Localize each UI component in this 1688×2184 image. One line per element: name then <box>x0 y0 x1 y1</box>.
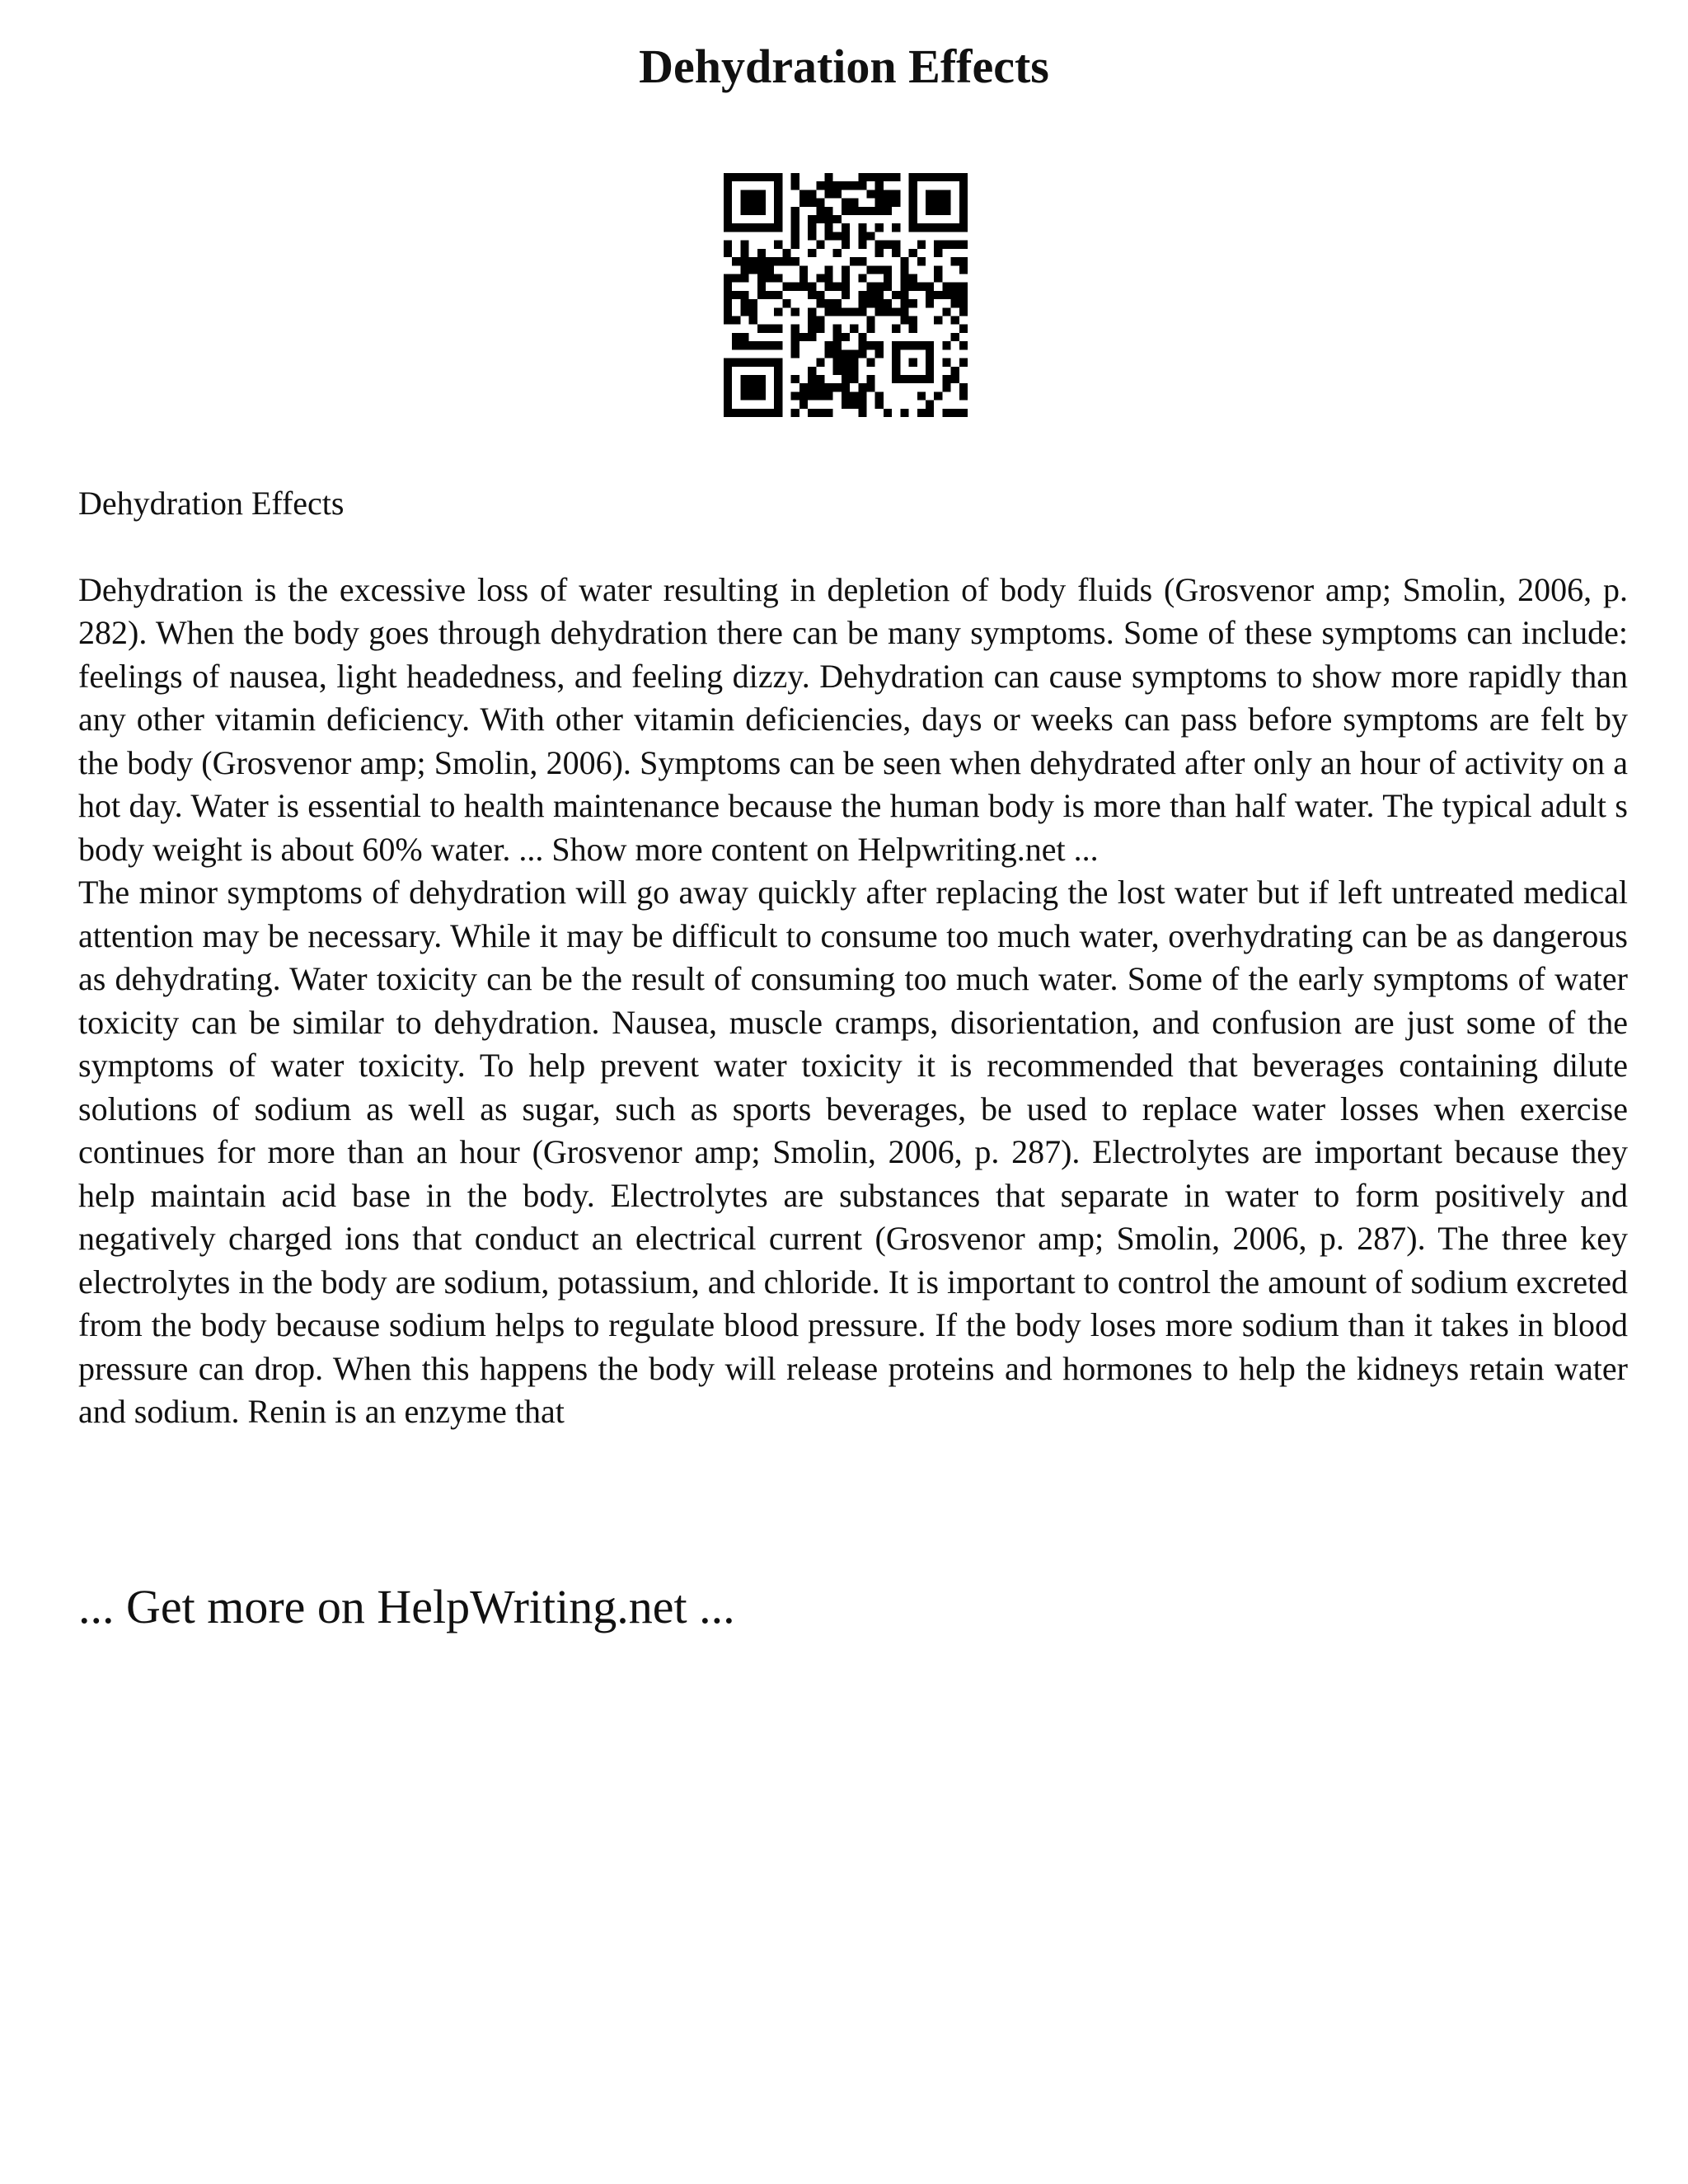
document-subtitle: Dehydration Effects <box>78 485 345 522</box>
document-title: Dehydration Effects <box>639 40 1049 93</box>
body-paragraph-2: The minor symptoms of dehydration will go away quickly after replacing the lost water but if left untreated medical attention may be necessary. While it may be difficult to consume too much water, overhydrating can be as dangerous as dehydrating. Water toxicity can be the result of consuming too much water. Some of the early symptoms of water toxicity can be similar to dehydration. Nausea, muscle cramps, disorientation, and confusion are just some of the symptoms of water toxicity. To help prevent water toxicity it is recommended that beverages containing dilute solutions of sodium as well as sugar, such as sports beverages, be used to replace water losses when exercise continues for more than an hour (Grosvenor amp; Smolin, 2006, p. 287). Electrolytes are important because they help maintain acid base in the body. Electrolytes are substances that separate in water to form positively and negatively charged ions that conduct an electrical current (Grosvenor amp; Smolin, 2006, p. 287). The three key electrolytes in the body are sodium, potassium, and chloride. It is important to control the amount of sodium excreted from the body because sodium helps to regulate blood pressure. If the body loses more sodium than it takes in blood pressure can drop. When this happens the body will release proteins and hormones to help the kidneys retain water and sodium. Renin is an enzyme that <box>78 874 1628 1430</box>
document-body <box>78 482 1628 1434</box>
get-more-link[interactable]: ... Get more on HelpWriting.net ... <box>78 1580 735 1633</box>
body-paragraph-1: Dehydration is the excessive loss of water resulting in depletion of body fluids (Grosvenor amp; Smolin, 2006, p. 282). When the body goes through dehydration there can be many symptoms. Some of these symptoms can include: feelings of nausea, light headedness, and feeling dizzy. Dehydration can cause symptoms to show more rapidly than any other vitamin deficiency. With other vitamin deficiencies, days or weeks can pass before symptoms are felt by the body (Grosvenor amp; Smolin, 2006). Symptoms can be seen when dehydrated after only an hour of activity on a hot day. Water is essential to health maintenance because the human body is more than half water. The typical adult s body weight is about 60% water. ... Show more content on Helpwriting.net ... <box>78 570 1628 868</box>
qr-code-icon[interactable] <box>724 173 968 417</box>
